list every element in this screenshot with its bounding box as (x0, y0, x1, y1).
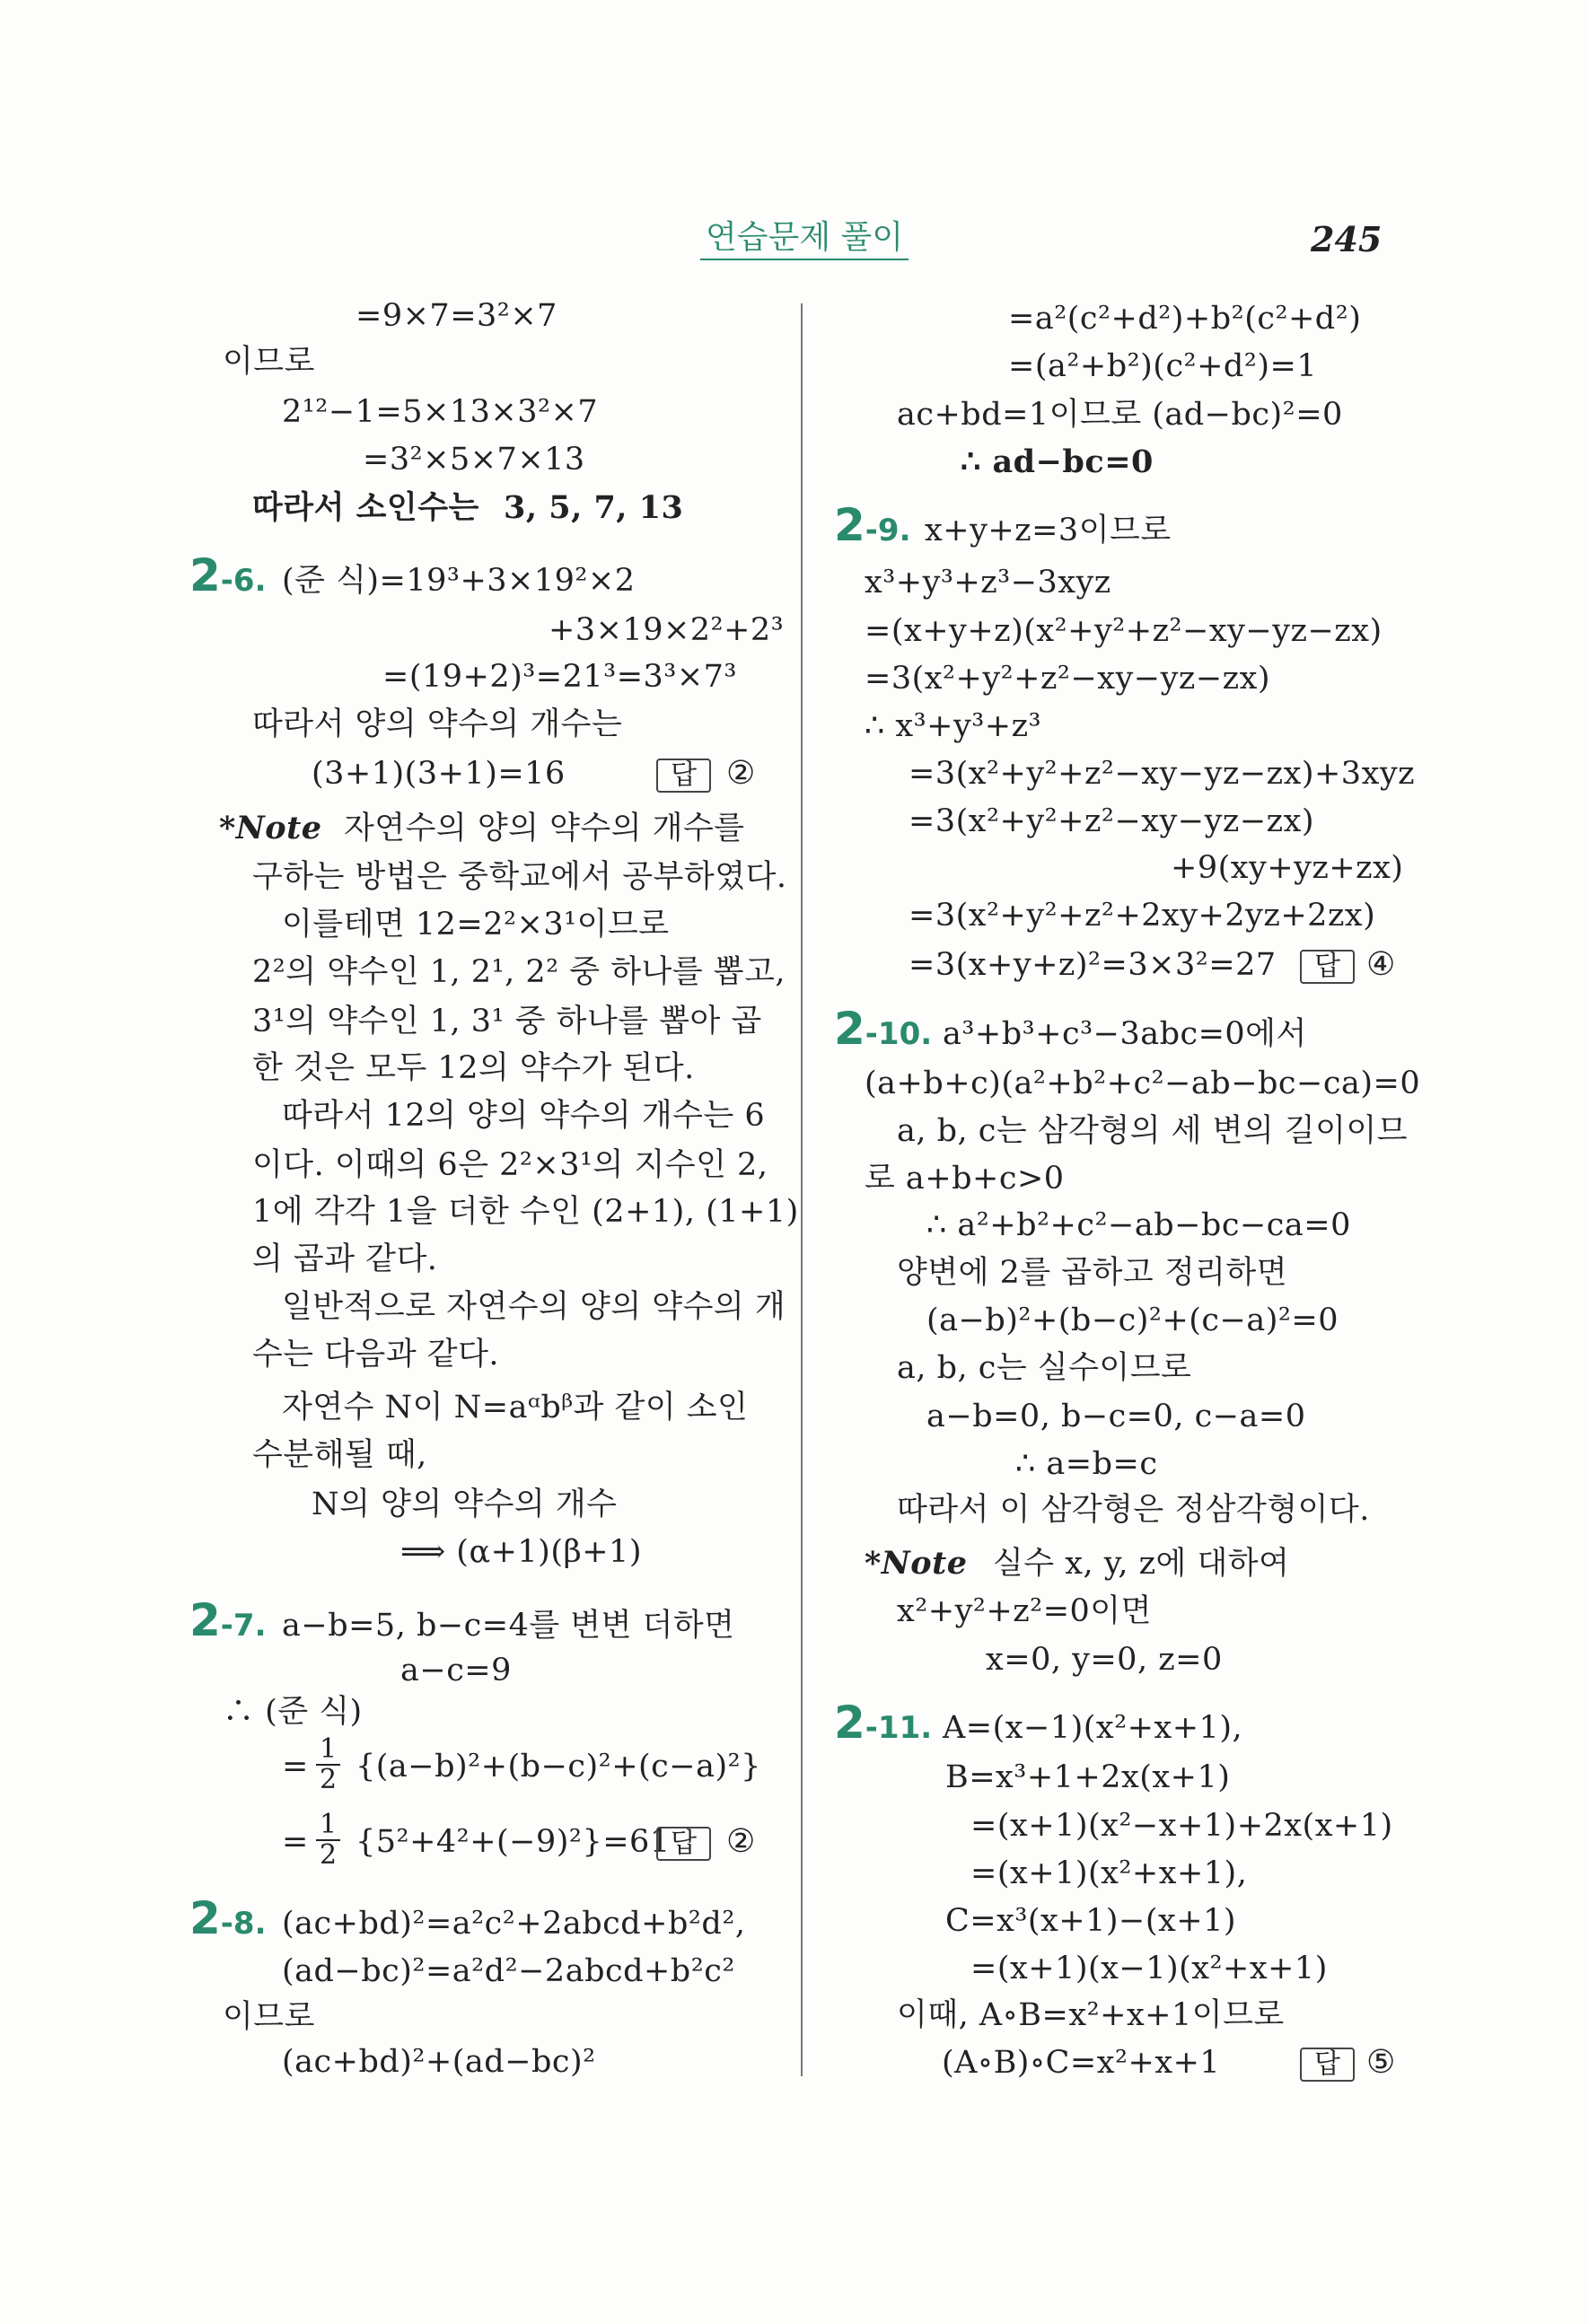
text-line: = (282, 1824, 309, 1860)
answer-label-box: 답 (656, 759, 711, 793)
problem-number-p11 (834, 1697, 933, 1756)
answer-choice: ④ (1366, 946, 1396, 983)
text-line: 수는 다음과 같다. (252, 1337, 500, 1372)
text-line: 수분해될 때, (252, 1437, 427, 1473)
text-line: =3(x²+y²+z²−xy−yz−zx)+3xyz (909, 756, 1416, 792)
text-line: (a−b)²+(b−c)²+(c−a)²=0 (926, 1302, 1339, 1338)
text-line: ac+bd=1이므로 (ad−bc)²=0 (897, 397, 1343, 433)
column-divider (801, 303, 803, 2076)
text-line: 따라서 소인수는 (252, 489, 479, 526)
problem-number-p6 (189, 549, 267, 609)
text-line: 2²의 약수인 1, 2¹, 2² 중 하나를 뽑고, (252, 954, 786, 990)
text-line: a³+b³+c³−3abc=0에서 (943, 1016, 1307, 1052)
text-line: =9×7=3²×7 (356, 298, 557, 334)
text-line: =(x+1)(x²+x+1), (970, 1855, 1248, 1891)
text-line: x³+y³+z³−3xyz (865, 565, 1111, 601)
text-line: 실수 x, y, z에 대하여 (993, 1546, 1290, 1582)
text-line: 양변에 2를 곱하고 정리하면 (897, 1255, 1288, 1291)
text-line: =(x+1)(x²−x+1)+2x(x+1) (970, 1808, 1393, 1844)
text-line: 자연수 N이 N=aᵅbᵝ과 같이 소인 (282, 1390, 749, 1425)
text-line: 이므로 (223, 1999, 315, 2035)
text-line: +3×19×2²+2³ (549, 612, 785, 648)
problem-chapter: 2 (834, 1003, 865, 1055)
text-line: x²+y²+z²=0이면 (897, 1593, 1152, 1629)
text-line: 3, 5, 7, 13 (504, 489, 684, 526)
answer-choice: ⑤ (1366, 2044, 1396, 2081)
problem-number-p10 (834, 1003, 933, 1062)
text-line: a, b, c는 삼각형의 세 변의 길이이므 (897, 1113, 1409, 1149)
text-line: {5²+4²+(−9)²}=61 (356, 1824, 671, 1860)
text-line: (준 식)=19³+3×19²×2 (282, 563, 636, 599)
text-line: (a+b+c)(a²+b²+c²−ab−bc−ca)=0 (865, 1066, 1421, 1101)
fraction-num: 1 (316, 1811, 340, 1841)
text-line: 따라서 이 삼각형은 정삼각형이다. (897, 1492, 1370, 1528)
problem-number-p9 (834, 499, 911, 558)
fraction-one-half (316, 1735, 340, 1794)
text-line: ∴ (준 식) (223, 1694, 363, 1730)
problem-chapter: 2 (189, 1892, 221, 1944)
text-line: 자연수의 양의 약수의 개수를 (344, 811, 745, 846)
problem-chapter: 2 (189, 1594, 221, 1646)
problem-number-p8 (189, 1892, 267, 1951)
problem-index: -8. (220, 1906, 267, 1942)
text-line: 이때, A∘B=x²+x+1이므로 (897, 1997, 1285, 2033)
fraction-den: 2 (320, 1764, 338, 1795)
problem-chapter: 2 (189, 549, 221, 601)
text-line: ∴ a²+b²+c²−ab−bc−ca=0 (926, 1207, 1351, 1243)
problem-chapter: 2 (834, 1697, 865, 1749)
answer-choice: ② (726, 1823, 756, 1860)
text-line: =(a²+b²)(c²+d²)=1 (1008, 348, 1318, 384)
text-line: A=(x−1)(x²+x+1), (943, 1710, 1243, 1746)
text-line: x+y+z=3이므로 (925, 513, 1172, 548)
text-line: =3²×5×7×13 (363, 442, 585, 478)
answer-choice: ② (726, 755, 756, 792)
problem-index: -11. (865, 1710, 933, 1746)
problem-index: -7. (220, 1608, 267, 1644)
text-line: 따라서 양의 약수의 개수는 (252, 706, 623, 742)
text-line: *Note (865, 1545, 968, 1582)
text-line: (A∘B)∘C=x²+x+1 (942, 2045, 1221, 2081)
text-line: =(19+2)³=21³=3³×7³ (382, 659, 737, 695)
text-line: a−b=0, b−c=0, c−a=0 (926, 1399, 1306, 1434)
text-line: +9(xy+yz+zx) (1171, 850, 1404, 886)
problem-chapter: 2 (834, 499, 865, 551)
text-line: =3(x+y+z)²=3×3²=27 (909, 947, 1277, 983)
text-line: =3(x²+y²+z²−xy−yz−zx) (865, 661, 1270, 697)
text-line: 1에 각각 1을 더한 수인 (2+1), (1+1) (252, 1194, 799, 1230)
page-number: 245 (1311, 219, 1383, 259)
section-title: 연습문제 풀이 (700, 217, 909, 260)
text-line: N의 양의 약수의 개수 (312, 1486, 618, 1522)
answer-label-box: 답 (656, 1827, 711, 1861)
text-line: ∴ a=b=c (1015, 1446, 1158, 1482)
problem-index: -9. (865, 513, 911, 548)
text-line: =(x+1)(x−1)(x²+x+1) (970, 1951, 1328, 1986)
text-line: 한 것은 모두 12의 약수가 된다. (252, 1050, 695, 1086)
text-line: x=0, y=0, z=0 (986, 1642, 1223, 1678)
text-line: a−b=5, b−c=4를 변변 더하면 (282, 1608, 735, 1644)
answer-label-box: 답 (1300, 950, 1355, 984)
text-line: 따라서 12의 양의 약수의 개수는 6 (282, 1098, 766, 1134)
problem-index: -6. (220, 563, 267, 599)
answer-label-box: 답 (1300, 2048, 1355, 2082)
text-line: 일반적으로 자연수의 양의 약수의 개 (282, 1289, 786, 1325)
fraction-one-half (316, 1811, 340, 1870)
text-line: 로 a+b+c>0 (865, 1161, 1065, 1197)
text-line: =a²(c²+d²)+b²(c²+d²) (1008, 301, 1362, 337)
text-line: = (282, 1749, 309, 1785)
text-line: ∴ x³+y³+z³ (865, 708, 1042, 744)
text-line: =(x+y+z)(x²+y²+z²−xy−yz−zx) (865, 613, 1383, 649)
text-line: 3¹의 약수인 1, 3¹ 중 하나를 뽑아 곱 (252, 1004, 762, 1039)
fraction-den: 2 (320, 1839, 338, 1871)
text-line: (ac+bd)²+(ad−bc)² (282, 2044, 596, 2080)
text-line: a−c=9 (400, 1653, 512, 1688)
text-line: ⟹ (α+1)(β+1) (400, 1534, 642, 1570)
problem-index: -10. (865, 1016, 933, 1052)
text-line: 이다. 이때의 6은 2²×3¹의 지수인 2, (252, 1147, 768, 1183)
fraction-num: 1 (316, 1735, 340, 1766)
text-line: 이므로 (223, 344, 315, 380)
text-line: =3(x²+y²+z²−xy−yz−zx) (909, 803, 1314, 839)
text-line: 구하는 방법은 중학교에서 공부하였다. (252, 859, 787, 895)
text-line: ∴ ad−bc=0 (961, 443, 1154, 480)
text-line: (ac+bd)²=a²c²+2abcd+b²d², (282, 1906, 746, 1942)
text-line: *Note (219, 810, 322, 846)
text-line: (3+1)(3+1)=16 (312, 756, 566, 792)
text-line: 2¹²−1=5×13×3²×7 (282, 394, 599, 430)
text-line: B=x³+1+2x(x+1) (945, 1759, 1231, 1795)
text-line: =3(x²+y²+z²+2xy+2yz+2zx) (909, 898, 1376, 934)
text-line: {(a−b)²+(b−c)²+(c−a)²} (356, 1749, 761, 1785)
text-line: C=x³(x+1)−(x+1) (945, 1903, 1236, 1939)
text-line: 이를테면 12=2²×3¹이므로 (282, 907, 670, 943)
problem-number-p7 (189, 1594, 267, 1653)
text-line: (ad−bc)²=a²d²−2abcd+b²c² (282, 1953, 735, 1989)
text-line: 의 곱과 같다. (252, 1241, 438, 1277)
text-line: a, b, c는 실수이므로 (897, 1350, 1192, 1386)
